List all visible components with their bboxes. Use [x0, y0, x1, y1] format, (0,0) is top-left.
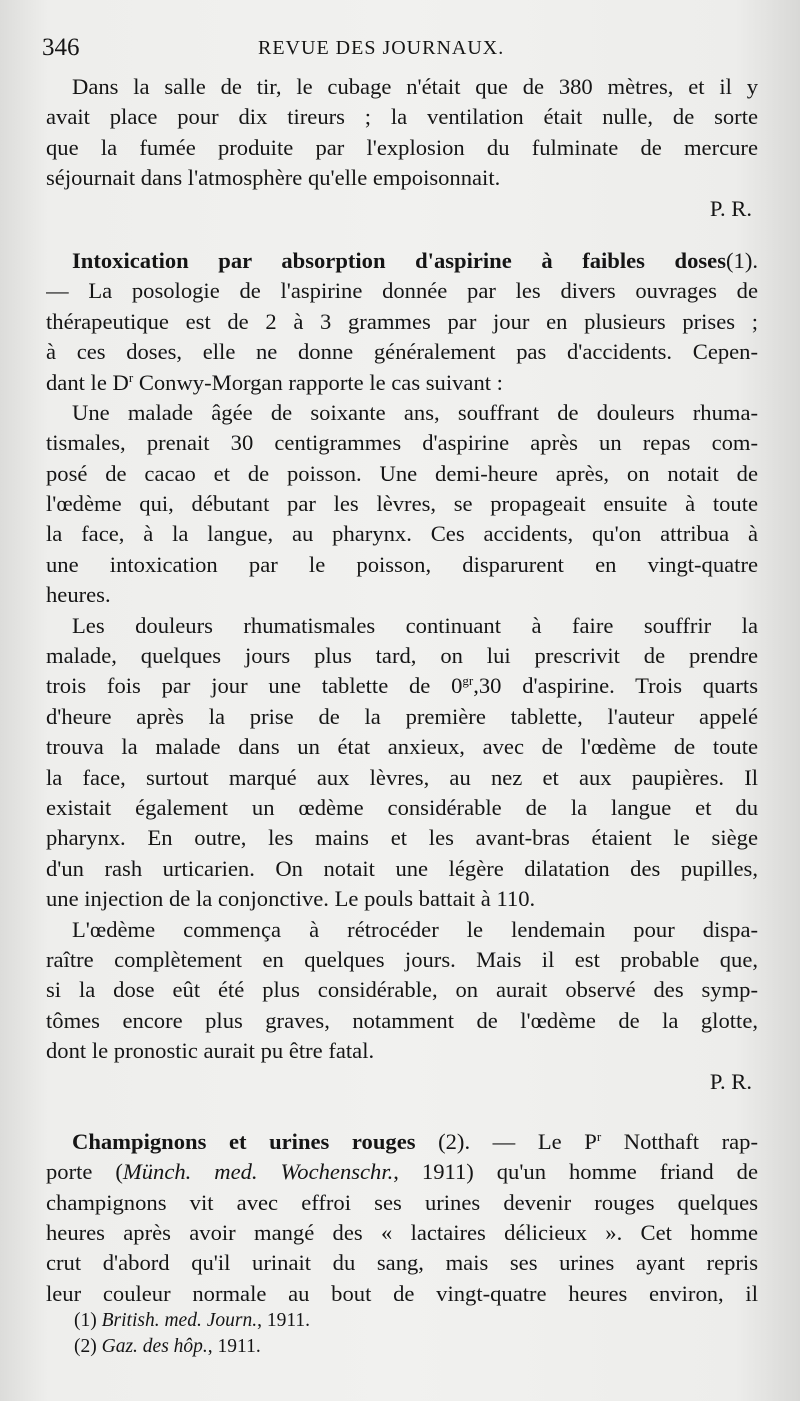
text-line: pharynx. En outre, les mains et les avant-bras étaient le siège [46, 825, 758, 851]
text-line: d'heure après la prise de la première tablette, l'auteur appelé [46, 703, 758, 729]
article-title-line: Champignons et urines rouges (2). — Le $P^r$ Notthaft rap- [72, 1128, 758, 1154]
text-line: malade, quelques jours plus tard, on lui prescrivit de prendre [46, 643, 758, 669]
footnotes [74, 1308, 674, 1360]
text-line: — La posologie de l'aspirine donnée par les divers ouvrages de [46, 278, 758, 304]
text-line: Une malade âgée de soixante ans, souffrant de douleurs rhuma- [72, 399, 758, 425]
text-line: Les douleurs rhumatismales continuant à faire souffrir la [72, 612, 758, 638]
text-line: porte (Münch. med. Wochenschr., 1911) qu'un homme friand de [46, 1159, 758, 1185]
running-head: REVUE DES JOURNAUX. [258, 37, 505, 59]
text-line: dant le $D^r$ Conwy-Morgan rapporte le cas suivant : [46, 369, 503, 395]
article-title: Intoxication par absorption d'aspirine à faibles doses [72, 247, 726, 273]
text-line: existait également un œdème considérable de la langue et du [46, 794, 758, 820]
text-line: à ces doses, elle ne donne généralement pas d'accidents. Cepen- [46, 339, 758, 365]
text-line: d'un rash urticarien. On notait une légère dilatation des pupilles, [46, 855, 758, 881]
article-title: Champignons et urines rouges [72, 1128, 416, 1154]
text-line: avait place pour dix tireurs ; la ventilation était nulle, de sorte [46, 104, 758, 130]
text-line: thérapeutique est de 2 à 3 grammes par jour en plusieurs prises ; [46, 308, 758, 334]
text-line: tismales, prenait 30 centigrammes d'aspirine après un repas com- [46, 430, 758, 456]
text-line: heures après avoir mangé des « lactaires délicieux ». Cet homme [46, 1220, 758, 1246]
text-line: si la dose eût été plus considérable, on aurait observé des symp- [46, 977, 758, 1003]
text-line: tômes encore plus graves, notamment de l'œdème de la glotte, [46, 1007, 758, 1033]
text-line: que la fumée produite par l'explosion du fulminate de mercure [46, 134, 758, 160]
text-line: leur couleur normale au bout de vingt-quatre heures environ, il [46, 1280, 758, 1306]
text-line: heures. [46, 582, 111, 608]
text-line: la face, à la langue, au pharynx. Ces accidents, qu'on attribua à [46, 521, 758, 547]
text-line: dont le pronostic aurait pu être fatal. [46, 1038, 375, 1064]
text-line: une injection de la conjonctive. Le pouls battait à 110. [46, 886, 536, 912]
text-line: champignons vit avec effroi ses urines devenir rouges quelques [46, 1189, 758, 1215]
article-title-line [46, 246, 758, 276]
footnote: (1) British. med. Journ., 1911. [74, 1310, 310, 1331]
page-header [42, 34, 762, 66]
text-line: posé de cacao et de poisson. Une demi-heure après, on notait de [46, 460, 758, 486]
text-line: trouva la malade dans un état anxieux, avec de l'œdème de toute [46, 734, 758, 760]
text-line: trois fois par jour une tablette de $0^{gr},30$ d'aspirine. Trois quarts [46, 673, 758, 699]
text-line: crut d'abord qu'il urinait du sang, mais ses urines ayant repris [46, 1250, 758, 1276]
signature: P. R. [709, 195, 752, 221]
text-line: la face, surtout marqué aux lèvres, au nez et aux paupières. Il [46, 764, 758, 790]
text-line: une intoxication par le poisson, disparurent en vingt-quatre [46, 551, 758, 577]
text-line: Dans la salle de tir, le cubage n'était que de 380 mètres, et il y [72, 74, 758, 99]
footnote-ref: (1). [726, 247, 758, 273]
page-body [46, 72, 758, 1309]
text-line: séjournait dans l'atmosphère qu'elle empoisonnait. [46, 165, 501, 191]
signature: P. R. [709, 1068, 752, 1094]
text-line: L'œdème commença à rétrocéder le lendemain pour dispa- [72, 916, 758, 942]
text-line: raître complètement en quelques jours. Mais il est probable que, [46, 946, 758, 972]
footnote: (2) Gaz. des hôp., 1911. [74, 1336, 261, 1357]
text-line: l'œdème qui, débutant par les lèvres, se propageait ensuite à toute [46, 491, 758, 517]
journal-citation: Münch. med. Wochenschr. [122, 1159, 394, 1185]
page-number: 346 [42, 34, 80, 61]
